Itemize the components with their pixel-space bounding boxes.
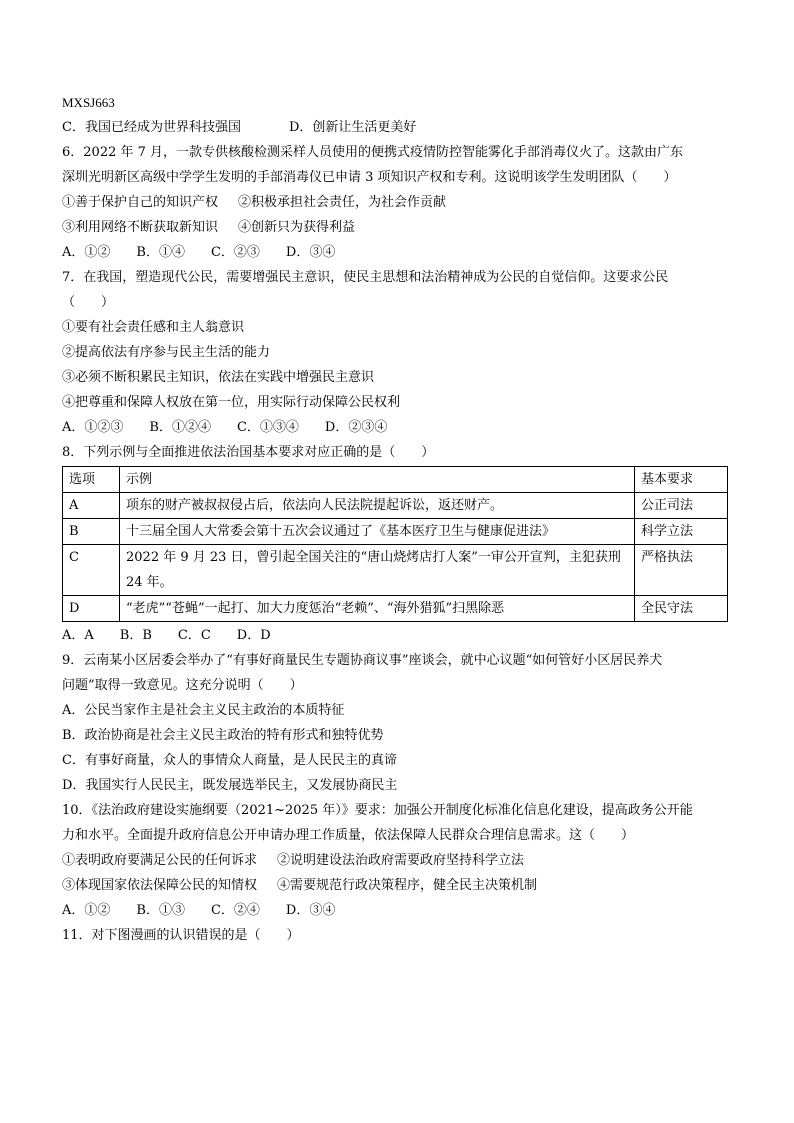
header-code: MXSJ663 — [62, 95, 115, 110]
table-header-row — [63, 467, 728, 493]
table-cell-example: 十三届全国人大常委会第十五次会议通过了《基本医疗卫生与健康促进法》 — [120, 519, 635, 545]
q7-item-4: ④把尊重和保障人权放在第一位，用实际行动保障公民权利 — [62, 395, 401, 410]
q6-choice-b: B．①④ — [136, 245, 185, 260]
q10-stem-line1: 10．《法治政府建设实施纲要（2021~2025 年）》要求：加强公开制度化标准化信息化建设，提高政务公开能 — [62, 803, 693, 818]
table-header-example: 示例 — [120, 467, 635, 493]
q8-choice-d: D．D — [236, 628, 271, 643]
table-cell-requirement: 科学立法 — [635, 519, 728, 545]
q7-choice-c: C．①③④ — [236, 420, 299, 435]
q6-choice-c: C．②③ — [210, 245, 260, 260]
q10-items-row1 — [62, 848, 734, 873]
table-cell-example: “老虎”“苍蝇”一起打、加大力度惩治“老赖”、“海外猎狐”扫黑除恶 — [120, 596, 635, 622]
q9-choice-d: D．我国实行人民民主，既发展选举民主，又发展协商民主 — [62, 778, 398, 793]
q6-choices — [62, 240, 734, 265]
q10-item-1: ①表明政府要满足公民的任何诉求 — [62, 853, 258, 868]
table-cell-requirement: 全民守法 — [635, 596, 728, 622]
q8-stem: 8．下列示例与全面推进依法治国基本要求对应正确的是（ ） — [62, 445, 435, 460]
q6-stem-line2: 深圳光明新区高级中学学生发明的手部消毒仪已申请 3 项知识产权和专利。这说明该学生发明团队（ ） — [62, 170, 677, 185]
q10-choice-a: A．①② — [62, 903, 111, 918]
q10-stem-line2: 力和水平。全面提升政府信息公开申请办理工作质量，依法保障人民群众合理信息需求。这（ ） — [62, 828, 635, 843]
q10-choice-b: B．①③ — [136, 903, 185, 918]
q9-choice-b: B．政治协商是社会主义民主政治的特有形式和独特优势 — [62, 728, 384, 743]
table-row — [63, 519, 728, 545]
q5-option-c: C．我国已经成为世界科技强国 — [62, 120, 241, 135]
table-cell-option: D — [63, 596, 120, 622]
table-cell-example: 2022 年 9 月 23 日，曾引起全国关注的“唐山烧烤店打人案”一审公开宣判，主犯获刑 24 年。 — [120, 545, 635, 596]
q11-stem: 11．对下图漫画的认识错误的是（ ） — [62, 928, 300, 943]
q8-choice-c: C．C — [177, 628, 211, 643]
q9-stem-line2: 问题”取得一致意见。这充分说明（ ） — [62, 678, 303, 693]
q9-choice-c: C．有事好商量，众人的事情众人商量，是人民民主的真谛 — [62, 753, 397, 768]
table-cell-option: B — [63, 519, 120, 545]
q6-items-row2 — [62, 215, 734, 240]
q7-choice-d: D．②③④ — [324, 420, 388, 435]
q7-item-3: ③必须不断积累民主知识，依法在实践中增强民主意识 — [62, 370, 375, 385]
q8-choice-b: B．B — [119, 628, 152, 643]
q7-item-2: ②提高依法有序参与民主生活的能力 — [62, 345, 271, 360]
q7-item-1: ①要有社会责任感和主人翁意识 — [62, 320, 245, 335]
q8-choices — [62, 623, 734, 648]
q10-item-3: ③体现国家依法保障公民的知情权 — [62, 878, 258, 893]
q8-choice-a: A．A — [62, 628, 94, 643]
q10-choice-c: C．②④ — [210, 903, 260, 918]
table-cell-example: 项东的财产被叔叔侵占后，依法向人民法院提起诉讼，返还财产。 — [120, 493, 635, 519]
table-row — [63, 545, 728, 596]
q5-option-d: D．创新让生活更美好 — [288, 120, 417, 135]
q6-stem-line1: 6．2022 年 7 月，一款专供核酸检测采样人员使用的便携式疫情防控智能雾化手部消毒仪火了。这款由广东 — [62, 145, 684, 160]
table-cell-option: A — [63, 493, 120, 519]
q7-choice-a: A．①②③ — [62, 420, 124, 435]
table-cell-requirement: 公正司法 — [635, 493, 728, 519]
q8-table — [62, 466, 728, 622]
q7-choices — [62, 415, 734, 440]
q6-item-4: ④创新只为获得利益 — [238, 220, 356, 235]
q10-choice-d: D．③④ — [285, 903, 336, 918]
q10-choices — [62, 898, 734, 923]
q10-item-2: ②说明建设法治政府需要政府坚持科学立法 — [277, 853, 525, 868]
q10-item-4: ④需要规范行政决策程序，健全民主决策机制 — [277, 878, 538, 893]
q6-choice-a: A．①② — [62, 245, 111, 260]
q10-items-row2 — [62, 873, 734, 898]
table-cell-requirement: 严格执法 — [635, 545, 728, 596]
exam-page — [62, 90, 734, 948]
q6-item-2: ②积极承担社会责任，为社会作贡献 — [238, 195, 447, 210]
q9-choice-a: A．公民当家作主是社会主义民主政治的本质特征 — [62, 703, 345, 718]
table-cell-option: C — [63, 545, 120, 596]
q6-items-row1 — [62, 190, 734, 215]
q6-item-3: ③利用网络不断获取新知识 — [62, 220, 219, 235]
table-row — [63, 493, 728, 519]
q7-stem-line2: （ ） — [62, 295, 115, 310]
q6-choice-d: D．③④ — [285, 245, 336, 260]
table-header-requirement: 基本要求 — [635, 467, 728, 493]
q9-stem-line1: 9．云南某小区居委会举办了“有事好商量民生专题协商议事”座谈会，就中心议题“如何管好小区居民养犬 — [62, 653, 663, 668]
table-row — [63, 596, 728, 622]
q7-choice-b: B．①②④ — [149, 420, 211, 435]
q6-item-1: ①善于保护自己的知识产权 — [62, 195, 219, 210]
table-header-option: 选项 — [63, 467, 120, 493]
q5-options — [62, 115, 734, 140]
q7-stem-line1: 7．在我国，塑造现代公民，需要增强民主意识，使民主思想和法治精神成为公民的自觉信仰。这要求公民 — [62, 270, 669, 285]
